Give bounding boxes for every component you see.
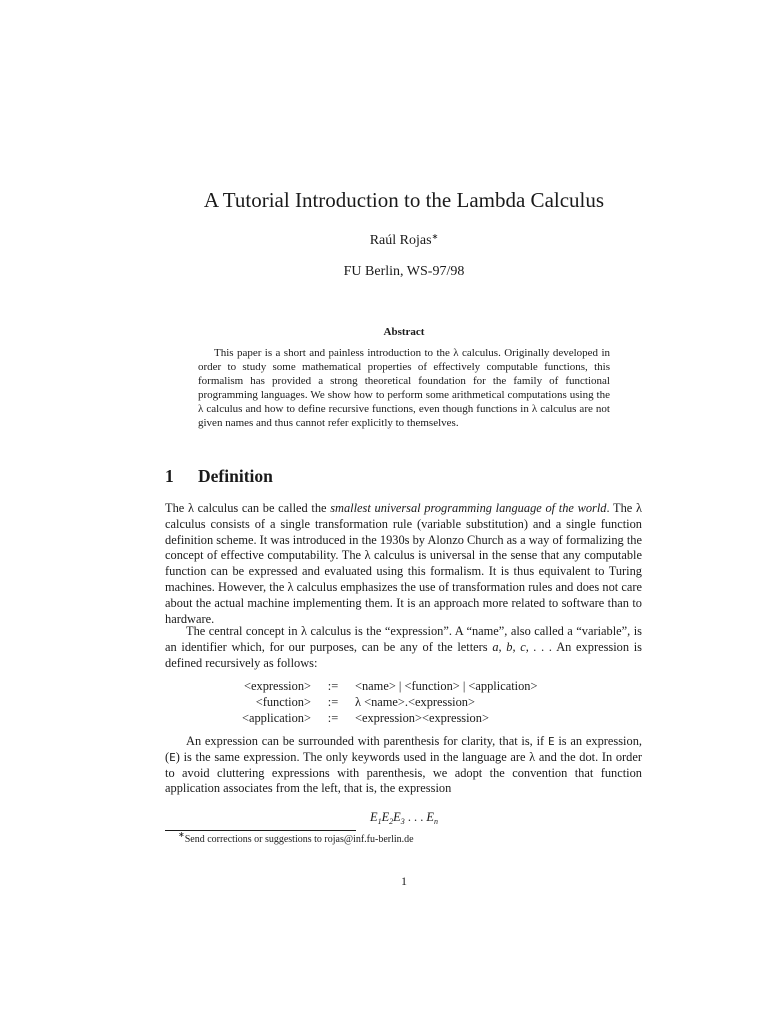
abstract-text: This paper is a short and painless introduction to the λ calculus. Originally developed in order to study some mathematical properties of effectively computable functions, this formalism has provided a strong theoretical foundation for the family of functional programming languages. We show how to perform some arithmetical computations using the λ calculus and how to define recursive functions, even though functions in λ calculus are not given names and thus cannot refer explicitly to themselves.	[198, 347, 610, 429]
grammar-lhs: <expression>	[244, 679, 311, 693]
expr-sub: 1	[377, 817, 382, 826]
expr-term: E	[370, 810, 378, 824]
paragraph-3-text-c: ) is the same expression. The only keywords used in the language are λ and the dot. In order to avoid cluttering expressions with parenthesis, we adopt the convention that function application associates from the left, that is, the expression	[165, 749, 642, 796]
footnote-mark: ∗	[178, 830, 185, 839]
author-name: Raúl Rojas	[369, 233, 432, 248]
grammar-rhs: <name> | <function> | <application>	[355, 679, 538, 693]
footnote	[178, 830, 414, 845]
grammar-lhs: <function>	[255, 694, 311, 709]
grammar-op: :=	[327, 679, 339, 693]
expr-sub: n	[434, 817, 438, 826]
paragraph-1-text-a: The λ calculus can be called the	[165, 501, 331, 515]
author-line	[0, 233, 768, 249]
display-expression	[0, 810, 768, 825]
expr-dots: . . .	[404, 810, 427, 824]
section-number: 1	[165, 466, 174, 486]
paragraph-3	[165, 734, 642, 797]
author-footnote-mark[interactable]: ∗	[431, 232, 439, 241]
paragraph-2-letters: a, b, c, . . .	[492, 639, 553, 654]
grammar-row	[225, 695, 585, 711]
paragraph-3-text-b: is an expression, (	[165, 734, 642, 764]
section-title: Definition	[198, 466, 273, 486]
expr-sub: 2	[389, 817, 394, 826]
grammar-table	[225, 679, 585, 726]
affiliation: FU Berlin, WS-97/98	[343, 264, 465, 279]
paragraph-1-text-b: . The λ calculus consists of a single transformation rule (variable substitution) and a single function definition scheme. It was introduced in the 1930s by Alonzo Church as a way of formalizing the concept of effective computability. The λ calculus is universal in the sense that any computable function can be expressed and evaluated using this formalism. It is thus equivalent to Turing machines. However, the λ calculus emphasizes the use of transformation rules and does not care about the actual machine implementing them. It is an approach more related to software than to hardware.	[165, 501, 642, 626]
paragraph-2-text: The central concept in λ calculus is the “expression”. A “name”, also called a “variable”, is an identifier which, for our purposes, can be any of the letters	[165, 624, 642, 654]
grammar-row	[225, 711, 585, 727]
paragraph-2	[165, 624, 642, 671]
expr-term: E	[426, 810, 434, 824]
grammar-op: :=	[327, 694, 339, 709]
expr-sub: 3	[400, 817, 405, 826]
page-number: 1	[401, 874, 407, 888]
footnote-rule	[165, 830, 356, 831]
grammar-lhs: <application>	[241, 710, 311, 725]
section-heading	[165, 466, 273, 487]
paper-title: A Tutorial Introduction to the Lambda Calculus	[203, 188, 605, 212]
grammar-row	[225, 679, 585, 695]
expr-term: E	[381, 810, 390, 824]
grammar-rhs: λ <name>.<expression>	[355, 694, 475, 709]
paragraph-1	[165, 501, 642, 627]
grammar-op: :=	[327, 710, 339, 725]
grammar-rhs: <expression><expression>	[355, 710, 489, 725]
paragraph-3-code-b: E	[169, 750, 176, 764]
paragraph-3-code-a: E	[547, 735, 555, 748]
paragraph-2-tail: An expression is defined recursively as follows:	[165, 639, 643, 670]
footnote-text: Send corrections or suggestions to rojas@inf.fu-berlin.de	[184, 834, 414, 845]
expr-term: E	[393, 810, 401, 824]
paragraph-3-text-a: An expression can be surrounded with parenthesis for clarity, that is, if	[186, 734, 548, 748]
abstract-heading: Abstract	[383, 326, 425, 338]
paragraph-1-emphasis: smallest universal programming language of the world	[330, 501, 607, 515]
